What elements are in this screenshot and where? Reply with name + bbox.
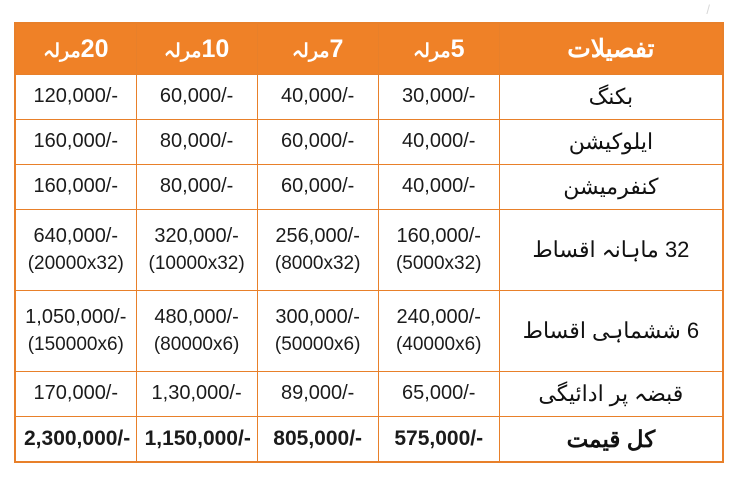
table-row	[15, 120, 723, 165]
table-body	[15, 75, 723, 463]
table-header-row	[15, 23, 723, 75]
cell-7-marla: 60,000/-	[257, 165, 378, 210]
cell-5-marla: 30,000/-	[378, 75, 499, 120]
cell-20-marla	[15, 291, 136, 372]
cell-amount-main: 256,000/-	[275, 224, 360, 247]
total-label: کل قیمت	[499, 417, 723, 463]
cell-amount-main: 320,000/-	[154, 224, 239, 247]
table-total-row	[15, 417, 723, 463]
cell-description: بکنگ	[499, 75, 723, 120]
cell-5-marla	[378, 210, 499, 291]
payment-plan-table	[14, 22, 724, 463]
cell-amount-main: 160,000/-	[396, 224, 481, 247]
cell-5-marla	[378, 291, 499, 372]
cell-description: قبضہ پر ادائیگی	[499, 372, 723, 417]
header-size-7: 7	[329, 34, 344, 63]
table-row	[15, 291, 723, 372]
corner-mark: /	[706, 2, 710, 17]
cell-amount-breakdown: (80000x6)	[153, 334, 240, 356]
cell-10-marla	[136, 291, 257, 372]
column-header-20-marla	[15, 23, 136, 75]
cell-amount-main: 300,000/-	[275, 305, 360, 328]
column-header-5-marla	[378, 23, 499, 75]
cell-7-marla	[257, 210, 378, 291]
cell-7-marla	[257, 291, 378, 372]
table-row	[15, 165, 723, 210]
header-size-5: 5	[450, 34, 465, 63]
cell-7-marla: 60,000/-	[257, 120, 378, 165]
column-header-description: تفصیلات	[499, 23, 723, 75]
cell-10-marla: 60,000/-	[136, 75, 257, 120]
cell-5-marla: 40,000/-	[378, 120, 499, 165]
cell-20-marla: 170,000/-	[15, 372, 136, 417]
cell-7-marla: 40,000/-	[257, 75, 378, 120]
cell-amount-main: 240,000/-	[396, 305, 481, 328]
cell-amount-breakdown: (150000x6)	[27, 334, 124, 356]
cell-5-marla: 65,000/-	[378, 372, 499, 417]
header-unit-20: مرلہ	[43, 40, 81, 62]
cell-10-marla: 80,000/-	[136, 165, 257, 210]
cell-10-marla: 80,000/-	[136, 120, 257, 165]
cell-description: ایلوکیشن	[499, 120, 723, 165]
cell-amount-breakdown: (20000x32)	[27, 253, 124, 275]
cell-amount-breakdown: (50000x6)	[274, 334, 361, 356]
table-row	[15, 372, 723, 417]
cell-amount-breakdown: (10000x32)	[148, 253, 245, 275]
cell-amount-main: 640,000/-	[33, 224, 119, 247]
table-row	[15, 75, 723, 120]
cell-20-marla: 160,000/-	[15, 165, 136, 210]
table-header	[15, 23, 723, 75]
header-size-20: 20	[80, 34, 109, 63]
total-10-marla: 1,150,000/-	[136, 417, 257, 463]
header-unit-7: مرلہ	[291, 40, 330, 62]
cell-description: 6 ششماہی اقساط	[499, 291, 723, 372]
table-row	[15, 210, 723, 291]
total-20-marla: 2,300,000/-	[15, 417, 136, 463]
cell-amount-main: 480,000/-	[154, 305, 239, 328]
column-header-7-marla	[257, 23, 378, 75]
cell-amount-breakdown: (5000x32)	[395, 253, 482, 275]
cell-amount-breakdown: (40000x6)	[395, 334, 482, 356]
total-5-marla: 575,000/-	[378, 417, 499, 463]
cell-description: 32 ماہانہ اقساط	[499, 210, 723, 291]
header-unit-10: مرلہ	[163, 40, 202, 62]
cell-amount-main: 1,050,000/-	[25, 305, 127, 328]
column-header-10-marla	[136, 23, 257, 75]
cell-10-marla	[136, 210, 257, 291]
cell-20-marla: 120,000/-	[15, 75, 136, 120]
cell-7-marla: 89,000/-	[257, 372, 378, 417]
total-7-marla: 805,000/-	[257, 417, 378, 463]
cell-20-marla	[15, 210, 136, 291]
cell-description: کنفرمیشن	[499, 165, 723, 210]
cell-5-marla: 40,000/-	[378, 165, 499, 210]
cell-20-marla: 160,000/-	[15, 120, 136, 165]
cell-10-marla: 1,30,000/-	[136, 372, 257, 417]
header-unit-5: مرلہ	[412, 40, 451, 62]
header-size-10: 10	[201, 34, 230, 63]
cell-amount-breakdown: (8000x32)	[274, 253, 361, 275]
